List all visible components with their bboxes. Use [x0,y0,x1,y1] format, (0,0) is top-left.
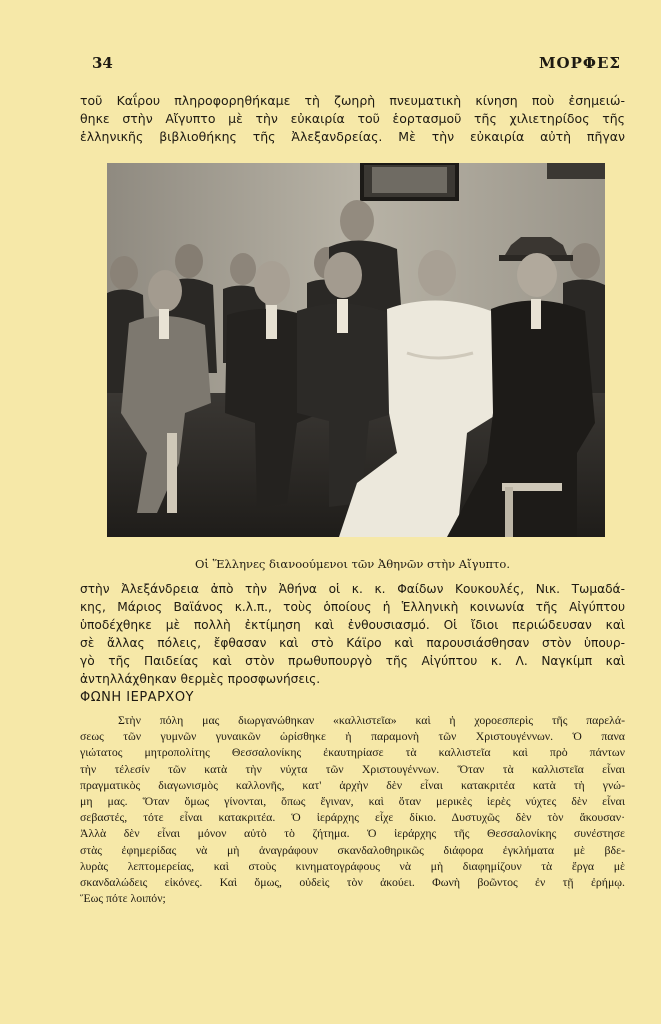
section-paragraph [80,712,625,906]
text-line: μη μας. Ὅταν ὅμως γίνονται, ὅπως ἔγιναν, καὶ ὅταν μερικὲς ἱερὲς νύχτες δὲν εἶναι [80,794,625,809]
text-line: σεβαστές, τότε εἶναι κατακριτέα. Ὁ ἱεράρχης εἶχε δίκιο. Δυστυχῶς δὲν τὸν ἄκουσαν· [80,810,625,825]
text-line: τοῦ Καΐρου πληροφορηθήκαμε τὴ ζωηρὴ πνευματικὴ κίνηση ποὺ ἐσημειώ- [80,93,625,108]
intro-paragraph [80,92,625,146]
text-line: Ἀλλὰ δὲν εἶναι μόνον αὐτὸ τὸ ζήτημα. Ὁ ἱεράρχης τῆς Θεσσαλονίκης συνέστησε [80,826,625,841]
text-line: στὴν Ἀλεξάνδρεια ἀπὸ τὴν Ἀθήνα οἱ κ. κ. Φαίδων Κουκουλές, Νικ. Τωμαδά- [80,582,625,596]
photograph-illustration [107,163,605,537]
section-heading: ΦΩΝΗ ΙΕΡΑΡΧΟΥ [80,690,194,705]
text-line: λυρὰς λεπτομερείας, καὶ στοὺς κινηματογράφους νὰ μὴ διαφημίζουν τὰ ἔργα μὲ [80,858,625,873]
text-line: τὴν τέλεσίν τῶν κατὰ τὴν νύχτα τῶν Χριστουγέννων. Ὅταν τὰ καλλιστεῖα εἶναι [80,761,625,776]
running-head: ΜΟΡΦΕΣ [538,54,621,72]
text-line: Ἕως πότε λοιπόν; [80,891,166,906]
continuation-paragraph [80,580,625,688]
text-line: ἑλληνικῆς βιβλιοθήκης τῆς Ἀλεξανδρείας. Μὲ τὴν εὐκαιρία αὐτὴ πῆγαν [80,129,625,144]
text-line: σκανδαλώδεις εἰκόνες. Καὶ ὅμως, οὐδεὶς τὸν ἀκούει. Φωνὴ βοῶντος ἐν τῇ ἐρήμῳ. [80,875,625,890]
text-line: γιώτατος μητροπολίτης Θεσσαλονίκης ἐκαυτηρίασε τὰ καλλιστεῖα καὶ πρὸ πάντων [80,745,625,760]
text-line: πραγματικὸς διαγωνισμὸς καλλονῆς, κατ' ἀρχὴν δὲν εἶναι κατακριτέα κατὰ τὴ γνώ- [80,777,625,792]
photo-caption: Οἱ Ἕλληνες διανοούμενοι τῶν Ἀθηνῶν στὴν Αἴγυπτο. [195,557,510,571]
text-line: στὰς ἐφημερίδας νὰ μὴ ἀναγράφουν σκανδαλοθηρικῶς διάφορα ἐγκλήματα μὲ βδε- [80,842,625,857]
text-line: γὸ τῆς Παιδείας καὶ στὸν πρωθυπουργὸ τῆς Αἰγύπτου κ. Λ. Ναγκίμπ καὶ [80,654,625,668]
text-line: Στὴν πόλη μας διωργανώθηκαν «καλλιστεῖα» καὶ ἡ χοροεσπερὶς τῆς παρελά- [118,713,625,727]
page-number: 34 [92,54,113,72]
text-line: κης, Μάριος Βαϊάνος κ.λ.π., τοὺς ὁποίους ἡ Ἑλληνικὴ κοινωνία τῆς Αἰγύπτου [80,600,625,614]
text-line: σεως τῶν γυμνῶν γυναικῶν ὡρίσθηκε ἡ παραμονὴ τῶν Χριστουγέννων. Ὁ πανα [80,729,625,744]
text-line: ὑποδέχθηκε μὲ πολλὴ ἐκτίμηση καὶ ἐνθουσιασμό. Οἱ ἴδιοι περιώδευσαν καὶ [80,618,625,632]
text-line: σὲ ἄλλας πόλεις, ἔφθασαν καὶ στὸ Κάϊρο καὶ παρουσιάσθησαν στὸν ὑπουρ- [80,636,625,650]
text-line: ἀντηλλάχθηκαν θερμὲς προσφωνήσεις. [80,672,321,686]
text-line: θηκε στὴν Αἴγυπτο μὲ τὴν εὐκαιρία τοῦ ἑορτασμοῦ τῆς χιλιετηρίδος τῆς [80,111,625,126]
group-photograph [107,163,605,537]
